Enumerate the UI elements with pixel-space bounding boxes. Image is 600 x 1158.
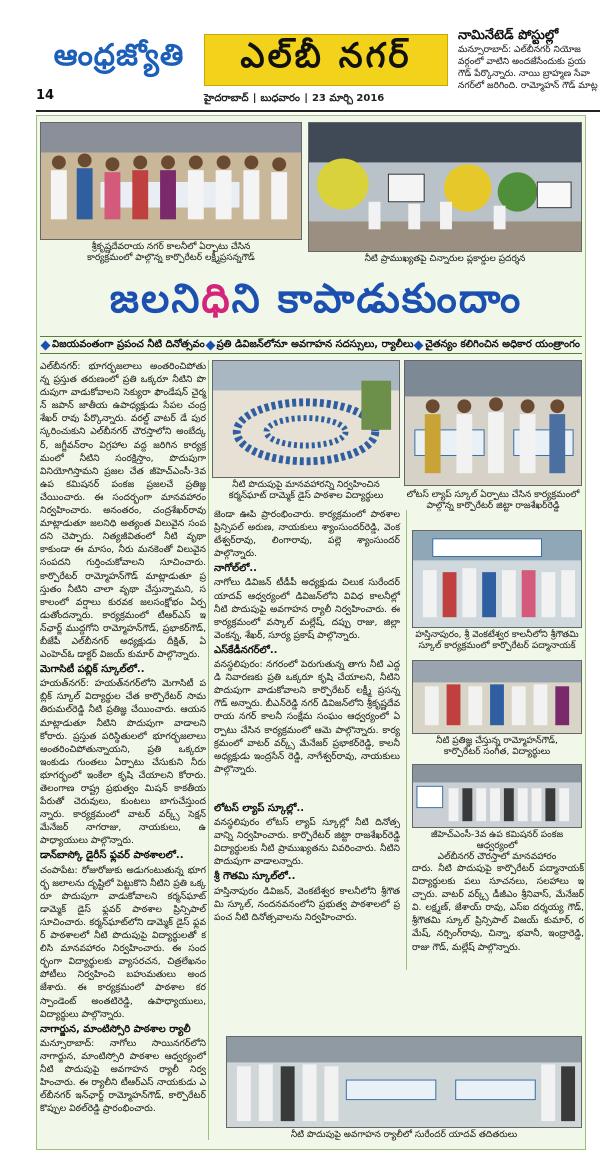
article-subhead: డాన్‌బాస్కో డైరీస్‌ ఫ్లవర్‌ పాఠశాలలో.. xyxy=(40,850,184,862)
article-subhead: లోటస్‌ ల్యాప్‌ స్కూల్లో.. xyxy=(214,803,305,814)
photo-caption xyxy=(212,480,400,504)
side-story-line: వర్గంలో వాటిని అందజేసేందుకు ప్రయ xyxy=(458,57,586,67)
photo-gautami-school xyxy=(412,530,582,628)
caption-text: నీటి పొదుపుపై మానవహారన్ని నిర్వహించిన కర్మన్‌ఘాట్‌ దామ్మెక్‌ డైస్‌ పాఠశాల విద్యార్థులు xyxy=(228,480,384,501)
photo-caption xyxy=(308,254,582,266)
headline-part: ని కాపాడుకుందాం xyxy=(231,276,523,322)
subhead-item xyxy=(415,338,580,352)
column-divider xyxy=(208,360,209,1140)
side-story-line: మన్సూరాబాద్‌: ఎల్‌బీనగర్‌ నియోజ xyxy=(458,45,581,55)
article-subhead: నాగార్జున, మాంటిస్సోరి పాఠశాల ర్యాలీ xyxy=(40,1023,191,1035)
photo-caption xyxy=(412,630,582,654)
subhead-text: చైతన్యం కలిగించిన అధికార యంత్రాంగం xyxy=(425,339,580,350)
bullet-icon xyxy=(41,340,51,350)
column-divider xyxy=(406,510,407,970)
logo-text: ఆంధ్రజ్యోతి xyxy=(53,38,185,73)
photo-human-chain xyxy=(212,360,400,478)
header-rule xyxy=(36,110,600,112)
photo-awareness-rally xyxy=(226,1036,582,1128)
headline-part: జలని xyxy=(109,276,202,322)
subhead-item xyxy=(207,338,414,352)
photo-colony-event xyxy=(40,122,302,240)
caption-text: నీటి ప్రతిజ్ఞ చేస్తున్న రామ్మోహన్‌గౌడ్‌, కార్పొరేటర్‌ సంగీత, విద్యార్థులు xyxy=(436,736,558,757)
photo-children-placards xyxy=(308,122,582,252)
caption-text: నీటి పొదుపుపై అవగాహన ర్యాలీలో సురేందర్‌ యాదవ్‌ తదితరులు xyxy=(290,1130,518,1140)
photo-water-pledge xyxy=(412,660,582,734)
article-paragraph: మన్సూరాబాద్‌: నాగోలు సాయినగర్‌లోని నాగార్జున, మాంటిస్సోరి పాఠశాల ఆధ్వర్యంలో నీటి పొదుపుపై అవగాహన ర్యాలీ నిర్వహించారు. ఈ ర్యాలీని టీఆర్‌ఎస్‌ నాయకుడు ఎల్‌బీనగర్‌ ఇన్‌ఛార్జ్‌ రామ్మోహన్‌గౌడ్‌, కార్పొరేటర్‌ కొప్పుల విఠల్‌రెడ్డి ప్రారంభించారు. xyxy=(40,1037,206,1115)
masthead xyxy=(0,0,600,112)
article-subhead: శ్రీ గౌతమి స్కూల్‌లో.. xyxy=(214,871,296,883)
newspaper-logo xyxy=(34,34,204,84)
article-column-1 xyxy=(40,360,206,1140)
section-title: ఎల్‌బీ నగర్ xyxy=(240,36,412,76)
article-paragraph: నాగోలు డివిజన్‌ టీడీపీ అధ్యక్షుడు చిలుక సురేందర్‌ యాదవ్‌ ఆధ్వర్యంలో డివిజన్‌లోని వివిధ కాలనీల్లో నీటి పొదుపుపై అవగాహన ర్యాలీ నిర్వహించారు. ఈ కార్యక్రమంలో వస్కాల్‌ మల్లేష్‌, దప్పు రాజు, జిల్లా వెంకన్న, శేఖర్‌, సూర్య ప్రకాష్‌ పాల్గొన్నారు. xyxy=(214,577,400,641)
bullet-icon xyxy=(414,340,424,350)
page-number: 14 xyxy=(36,88,55,103)
photo-caption xyxy=(40,242,302,266)
article-subhead: నాగోల్‌లో.. xyxy=(214,563,257,575)
bullet-icon xyxy=(205,340,215,350)
article-paragraph: ఎల్‌బీనగర్‌: భూగర్భజలాలు అంతరించిపోతు న్న ప్రస్తుత తరుణంలో ప్రతి ఒక్కరూ నీటిని పొ దుపుగా వాడుకోవాలని సెక్యురా ఫౌండేషన్‌ చైర్మన్‌ జపాన్‌ జాతీయ ఉపాధ్యక్షుడు సేపల చంద్రశేఖర్‌ రావు పేర్కొన్నారు. వరల్డ్‌ వాటర్‌ డే పురస్కరించుకుని ఎల్‌బీనగర్‌ చౌరస్తాలోని అంబేద్కర్‌, జగ్జీవన్‌రాం విగ్రహాల వద్ద జరిగిన కార్యక్రమంలో నీటిని సంరక్షిస్తాం, పొదుపుగా వినియోగిస్తామని ప్రజల చేత జీహెచ్‌ఎంసీ-3వ ఉప కమిషనర్‌ పంకజ ప్రజలచే ప్రతిజ్ఞ చేయించారు. ఈ సందర్భంగా మానవహారం నిర్వహించారు. అనంతరం, చంద్రశేఖర్‌రావు మాట్లాడుతూ జలనిధి అత్యంత విలువైన సంపదని చెప్పారు. నిత్యజీవితంలో నీటి వృథా కాకుండా ఈ మాసం, నీరు మనకెంతో విలువైన సంపదని గుర్తించుకోవాలని సూచించారు. కార్పొరేటర్‌ రామ్మోహన్‌గౌడ్‌ మాట్లాడుతూ ప్రస్తుతం నీటిని చాలా వృథా చేస్తున్నామని, సకాలంలో వర్షాలు కురవక జలసంక్షోభం ఏర్పడుతోందన్నారు. కార్యక్రమంలో టీఆర్‌ఎస్‌ ఇన్‌ఛార్జ్‌ ముద్దగోని రామ్మోహన్‌గౌడ్‌, ప్రభాకర్‌గౌడ్‌, బీజేపీ ఎల్‌బీనగర్‌ అధ్యక్షుడు దీక్షిత్‌, ఏఎంహెచ్‌ఓ డాక్టర్‌ విజయ్‌ కుమార్‌ పాల్గొన్నారు. xyxy=(40,361,206,661)
subhead-text: విజయవంతంగా ప్రపంచ నీటి దినోత్సవం xyxy=(52,339,205,350)
subhead-item xyxy=(42,338,205,352)
side-story xyxy=(458,30,600,110)
article-paragraph: చంపాపేట: రోజురోజుకు అడుగంటుతున్న భూగర్భ జలాలను దృష్టిలో పెట్టుకొని నీటిని ప్రతి ఒక్కరూ పొదుపుగా వాడుకోవాలని కర్మన్‌ఘాట్‌ డామ్మెక్‌ డైస్‌ ఫ్లవర్‌ పాఠశాల ప్రిన్సిపాల్‌ సూచించారు. కర్మన్‌ఘాట్‌లోని డామ్మెక్‌ డైస్‌ ఫ్లవర్‌ పాఠశాలలో నీటి పొదుపుపై విద్యార్థులతో కలిసి మానవహారం నిర్వహించారు. ఈ సందర్భంగా విద్యార్థులకు వ్యాసరచన, చిత్రలేఖనం పోటీలు నిర్వహించి బహుమతులు అందజేశారు. ఈ కార్యక్రమంలో పాఠశాల కరస్పాండెంట్‌ అంతటిరెడ్డి, ఉపాధ్యాయులు, విద్యార్థులు పాల్గొన్నారు. xyxy=(40,864,206,1020)
headline-part: ధి xyxy=(201,276,232,322)
article-column-3 xyxy=(412,862,584,1032)
article-paragraph: వనస్థలిపురం: నగరంలో పెరుగుతున్న తాగు నీటి ఎద్దడి నివారణకు ప్రతి ఒక్కరూ కృషి చేయాలని, నీటిని పొదుపుగా వాడుకోవాలని కార్పొరేటర్‌ లక్ష్మీ ప్రసన్న గౌడ్‌ అన్నారు. బీఎన్‌రెడ్డి నగర్‌ డివిజన్‌లోని శ్రీకృష్ణదేవరాయ నగర్‌ కాలనీ సంక్షేమ సంఘం ఆధ్వర్యంలో ఏర్పాటు చేసిన కార్యక్రమంలో ఆమె పాల్గొన్నారు. కార్యక్రమంలో వాటర్‌ వర్క్స్‌ మేనేజర్‌ ప్రభాకర్‌రెడ్డి, కాలనీ అధ్యక్షుడు ఇంద్రసేన్‌ రెడ్డి, నాగేశ్వర్‌రావు, నాయకులు పాల్గొన్నారు. xyxy=(214,659,400,775)
subhead-text: ప్రతి డివిజన్‌లోనూ అవగాహన సదస్సులు, ర్యాలీలు xyxy=(216,339,414,350)
caption-text: శ్రీకృష్ణదేవరాయ నగర్‌ కాలనీలో ఏర్పాటు చేసిన కార్యక్రమంలో పాల్గొన్న కార్పొరేటర్‌ లక్ష్మీప్రసన్నగౌడ్‌ xyxy=(87,242,255,263)
article-paragraph: హయత్‌నగర్‌: హయత్‌నగర్‌లోని మెగాసిటీ పబ్లిక్‌ స్కూల్‌ విద్యార్థుల చేత కార్పొరేటర్‌ సామ తిరుమల్‌రెడ్డి నీటి ప్రతిజ్ఞ చేయించారు. ఆయన మాట్లాడుతూ నీటిని పొదుపుగా వాడాలని కోరారు. ప్రస్తుత పరిస్థితులలో భూగర్భజలాలు అంతరించిపోతున్నాయని, ప్రతి ఒక్కరూ ఇంకుడు గుంతలు ఏర్పాటు చేసుకుని నీరు భూగర్భంలో ఇంకేలా కృషి చేయాలని కోరారు. తెలంగాణ రాష్ట్ర ప్రభుత్వం మిషన్‌ కాకతీయ పేరుతో చెరువులు, కుంటలు బాగుచేస్తుందన్నారు. కార్యక్రమంలో వాటర్‌ వర్క్స్‌ సెక్షన్‌ మేనేజర్‌ నాగరాజు, నాయకులు, ఉపాధ్యాయులు పాల్గొన్నారు. xyxy=(40,678,206,847)
photo-caption xyxy=(404,490,582,514)
article-paragraph: వనస్థలిపురం లోటస్‌ ల్యాప్‌ స్కూల్లో నీటి దినోత్సవాన్ని నిర్వహించారు. కార్పొరేటర్‌ జిట్టా రాజశేఖర్‌రెడ్డి విద్యార్థులకు నీటి ప్రాముఖ్యతను వివరించారు. నీటిని పొదుపుగా వాడాలన్నారు. xyxy=(214,817,400,868)
photo-lotus-school xyxy=(404,360,582,486)
caption-text: లోటస్‌ ల్యాప్‌ స్కూల్‌ ఏర్పాటు చేసిన కార్యక్రమంలో పాల్గొన్న కార్పొరేటర్‌ జిట్టా రాజశేఖర్‌రెడ్డి xyxy=(406,490,580,511)
dateline: హైదరాబాద్‌ ∣ బుధవారం ∣ 23 మార్చి 2016 xyxy=(204,93,385,104)
main-headline xyxy=(56,278,576,330)
caption-text: హస్తినాపురం, శ్రీ వెంకటేశ్వర కాలనీలోని శ్రీగౌతమి స్కూల్‌ కార్యక్రమంలో కార్పొరేటర్‌ పద్మానాయక్‌ xyxy=(415,630,579,651)
subhead-strip xyxy=(40,336,582,354)
side-story-line: గౌడ్‌ పేర్కొన్నారు. నాయి బ్రాహ్మణ సేవా xyxy=(458,69,590,79)
section-banner xyxy=(204,34,448,86)
article-paragraph: దారు. నీటి పొదుపుపై కార్పొరేటర్‌ పద్మానాయక్‌ విద్యార్థులకు పలు సూచనలు, సలహాలు ఇచ్చారు. వాటర్‌ వర్క్స్‌ డీజీఎం శ్రీనివాస్‌, మేనేజర్‌ వి. లక్ష్మణ్‌, జేశాయ్‌ రావు, ఎస్‌ఐ దర్శయ్య గౌడ్‌, శ్రీగౌతమి స్కూల్‌ ప్రిన్సిపాల్‌ విజయ్‌ కుమార్‌, రమేష్‌, నర్సింగ్‌రావు, చిన్నా, భవానీ, ఇంద్రారెడ్డి, రాజు గౌడ్‌, మల్లేష్‌ పాల్గొన్నారు. xyxy=(412,863,584,953)
photo-caption xyxy=(412,736,582,760)
article-paragraph: హస్తినాపురం డివిజన్‌, వెంకటేశ్వర కాలనీలోని శ్రీగౌతమి స్కూల్‌, నందనవనంలోని ప్రభుత్వ పాఠశాలలో ప్రపంచ నీటి దినోత్సవాలను నిర్వహించారు. xyxy=(214,885,400,923)
photo-caption xyxy=(412,830,582,862)
article-subhead: ఎస్‌కేడీనగర్‌లో.. xyxy=(214,644,278,656)
caption-text: జీహెచ్‌ఎంసీ-3వ ఉప కమిషనర్‌ పంకజ ఆధ్వర్యంలో ఎల్‌బీనగర్‌ చౌరస్తాలో మానవహారం xyxy=(430,830,564,862)
photo-lbnagar-chain xyxy=(412,764,582,828)
article-column-2-continued xyxy=(214,800,400,974)
article-paragraph: జెండా ఊపి ప్రారంభించారు. కార్యక్రమంలో పాఠశాల ప్రిన్సిపల్‌ అరుణ, నాయకులు శ్యాంసుందర్‌రెడ్డి, వెంకటేశ్వర్‌రావు, లింగారావు, పల్లె శ్యాంసుందర్‌ పాల్గొన్నారు. xyxy=(214,509,400,560)
caption-text: నీటి ప్రాముఖ్యతపై చిన్నారుల ప్లకార్డుల ప్రదర్శన xyxy=(364,254,526,264)
side-story-line: నగర్‌లో జరిగింది. రామ్మోహన్‌ గౌడ్‌ మాట్ల xyxy=(458,81,598,91)
article-subhead: మెగాసిటీ పబ్లిక్‌ స్కూల్‌లో.. xyxy=(40,664,145,676)
photo-caption xyxy=(226,1130,582,1144)
side-story-title: నామినేటెడ్‌ పోస్టుల్లో xyxy=(458,28,559,43)
article-column-2 xyxy=(214,508,400,798)
